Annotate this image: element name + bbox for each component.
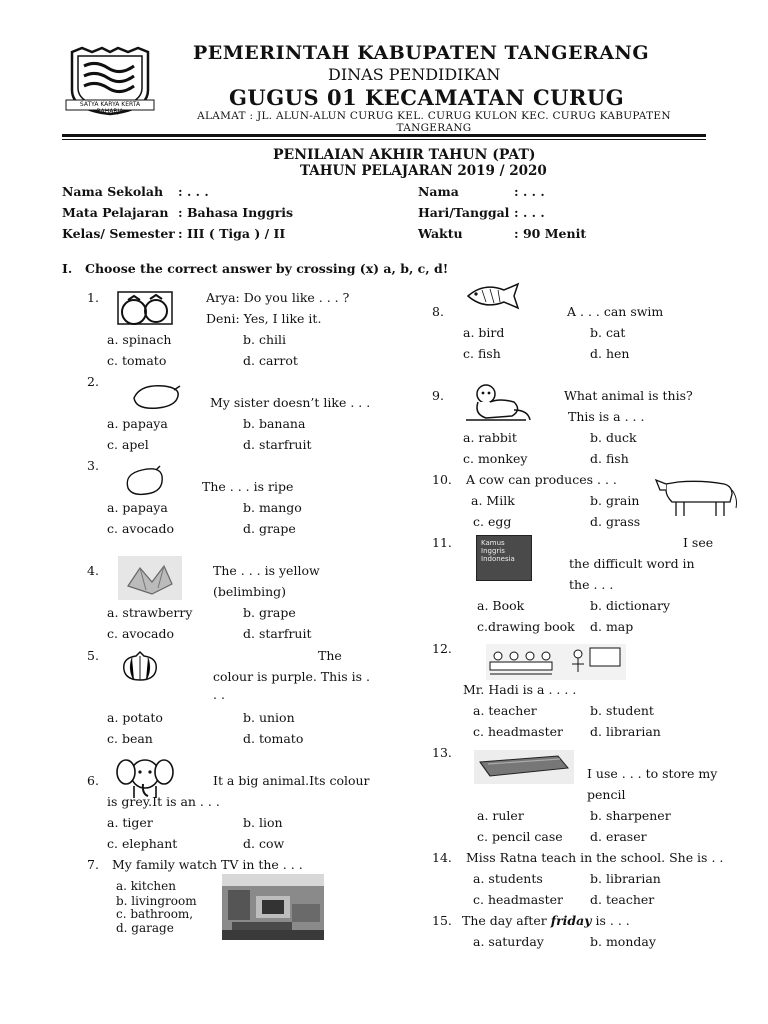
q6-line2: is grey.It is an . . . xyxy=(107,794,220,809)
q7-text: My family watch TV in the . . . xyxy=(112,857,303,872)
q14-number: 14. xyxy=(432,850,452,865)
header-line1: PEMERINTAH KABUPATEN TANGERANG xyxy=(193,42,650,64)
logo-motto: SATYA KARYA KERTA RAHARJA xyxy=(79,101,141,115)
header-address: ALAMAT : JL. ALUN-ALUN CURUG KEL. CURUG KULON KEC. CURUG KABUPATEN TANGERANG xyxy=(197,110,671,134)
q4-option-b[interactable]: b. grape xyxy=(243,605,296,620)
q8-text: A . . . can swim xyxy=(567,304,664,319)
papaya-image xyxy=(130,380,182,416)
q11-line3: the . . . xyxy=(569,577,614,592)
q12-option-c[interactable]: c. headmaster xyxy=(473,724,563,739)
livingroom-image xyxy=(222,874,324,944)
info-nama-label: Nama xyxy=(418,184,459,199)
q13-option-b[interactable]: b. sharpener xyxy=(590,808,671,823)
info-kelas-value: : III ( Tiga ) / II xyxy=(178,226,286,241)
q4-number: 4. xyxy=(87,563,99,578)
q12-option-d[interactable]: d. librarian xyxy=(590,724,661,739)
q1-option-d[interactable]: d. carrot xyxy=(243,353,298,368)
instruction-number: I. xyxy=(62,261,73,276)
info-waktu-value: : 90 Menit xyxy=(514,226,587,241)
q5-number: 5. xyxy=(87,648,99,663)
q2-option-c[interactable]: c. apel xyxy=(107,437,149,452)
q11-option-d[interactable]: d. map xyxy=(590,619,634,634)
info-hari-label: Hari/Tanggal xyxy=(418,205,510,220)
q14-text: Miss Ratna teach in the school. She is . . xyxy=(466,850,724,865)
q3-number: 3. xyxy=(87,458,99,473)
q3-option-d[interactable]: d. grape xyxy=(243,521,296,536)
q11-option-a[interactable]: a. Book xyxy=(477,598,525,613)
q13-option-d[interactable]: d. eraser xyxy=(590,829,647,844)
info-kelas-label: Kelas/ Semester xyxy=(62,226,175,241)
q10-option-a[interactable]: a. Milk xyxy=(471,493,515,508)
q14-option-c[interactable]: c. headmaster xyxy=(473,892,563,907)
q10-number: 10. xyxy=(432,472,452,487)
q13-option-c[interactable]: c. pencil case xyxy=(477,829,563,844)
pencil-case-image xyxy=(474,750,574,788)
q12-option-b[interactable]: b. student xyxy=(590,703,654,718)
q7-option-c[interactable]: c. bathroom, xyxy=(116,907,194,921)
q6-line1: It a big animal.Its colour xyxy=(213,773,370,788)
q2-option-d[interactable]: d. starfruit xyxy=(243,437,312,452)
exam-title: PENILAIAN AKHIR TAHUN (PAT) xyxy=(273,147,536,163)
q2-number: 2. xyxy=(87,374,99,389)
q12-text: Mr. Hadi is a . . . . xyxy=(463,682,577,697)
q10-option-d[interactable]: d. grass xyxy=(590,514,641,529)
q15-option-b[interactable]: b. monday xyxy=(590,934,656,949)
q9-option-d[interactable]: d. fish xyxy=(590,451,629,466)
classroom-image xyxy=(486,644,626,684)
info-nama-value: : . . . xyxy=(514,184,545,199)
q11-line2: the difficult word in xyxy=(569,556,695,571)
info-hari-value: : . . . xyxy=(514,205,545,220)
q14-option-a[interactable]: a. students xyxy=(473,871,543,886)
q9-line2: This is a . . . xyxy=(568,409,645,424)
q8-number: 8. xyxy=(432,304,444,319)
cow-image xyxy=(652,468,740,524)
info-sekolah-label: Nama Sekolah xyxy=(62,184,164,199)
info-mapel-value: : Bahasa Inggris xyxy=(178,205,294,220)
info-sekolah-value: : . . . xyxy=(178,184,209,199)
q2-text: My sister doesn’t like . . . xyxy=(210,395,371,410)
q7-option-a[interactable]: a. kitchen xyxy=(116,879,176,893)
q6-option-c[interactable]: c. elephant xyxy=(107,836,178,851)
instruction-text: Choose the correct answer by crossing (x) a, b, c, d! xyxy=(85,261,449,276)
q8-option-d[interactable]: d. hen xyxy=(590,346,630,361)
fish-image xyxy=(462,280,524,316)
q2-option-b[interactable]: b. banana xyxy=(243,416,306,431)
q15-number: 15. xyxy=(432,913,452,928)
q9-option-a[interactable]: a. rabbit xyxy=(463,430,517,445)
q7-option-b[interactable]: b. livingroom xyxy=(116,894,197,908)
tomato-image xyxy=(116,290,174,330)
info-waktu-label: Waktu xyxy=(418,226,463,241)
q11-option-b[interactable]: b. dictionary xyxy=(590,598,671,613)
q3-option-c[interactable]: c. avocado xyxy=(107,521,174,536)
q8-option-c[interactable]: c. fish xyxy=(463,346,501,361)
q8-option-a[interactable]: a. bird xyxy=(463,325,505,340)
q2-option-a[interactable]: a. papaya xyxy=(107,416,168,431)
q4-option-d[interactable]: d. starfruit xyxy=(243,626,312,641)
q5-line3: . . xyxy=(213,687,225,702)
q10-text: A cow can produces . . . xyxy=(466,472,617,487)
q14-option-d[interactable]: d. teacher xyxy=(590,892,655,907)
q4-option-a[interactable]: a. strawberry xyxy=(107,605,193,620)
dictionary-cover-text: Kamus Inggris Indonesia xyxy=(481,539,515,563)
q7-number: 7. xyxy=(87,857,99,872)
q7-option-d[interactable]: d. garage xyxy=(116,921,174,935)
q6-option-a[interactable]: a. tiger xyxy=(107,815,153,830)
starfruit-image xyxy=(118,556,182,604)
header-rule xyxy=(62,134,706,140)
school-logo xyxy=(62,44,158,118)
monkey-image xyxy=(460,380,534,428)
info-mapel-label: Mata Pelajaran xyxy=(62,205,169,220)
q11-line1: I see xyxy=(683,535,714,550)
q1-option-a[interactable]: a. spinach xyxy=(107,332,172,347)
q14-option-b[interactable]: b. librarian xyxy=(590,871,661,886)
q3-option-b[interactable]: b. mango xyxy=(243,500,302,515)
q13-option-a[interactable]: a. ruler xyxy=(477,808,524,823)
q1-option-b[interactable]: b. chili xyxy=(243,332,286,347)
q5-line1: The xyxy=(318,648,342,663)
q8-option-b[interactable]: b. cat xyxy=(590,325,626,340)
q13-number: 13. xyxy=(432,745,452,760)
q15-text-post: is . . . xyxy=(591,913,630,928)
q5-option-b[interactable]: b. union xyxy=(243,710,295,725)
q15-text xyxy=(462,915,630,928)
q3-text: The . . . is ripe xyxy=(202,479,294,494)
q3-option-a[interactable]: a. papaya xyxy=(107,500,168,515)
q11-option-c[interactable]: c.drawing book xyxy=(477,619,575,634)
header-line2: DINAS PENDIDIKAN xyxy=(328,65,501,84)
q4-line1: The . . . is yellow xyxy=(213,563,320,578)
q10-option-b[interactable]: b. grain xyxy=(590,493,640,508)
q9-line1: What animal is this? xyxy=(564,388,693,403)
q4-option-c[interactable]: c. avocado xyxy=(107,626,174,641)
q13-line1: I use . . . to store my xyxy=(587,766,718,781)
q13-line2: pencil xyxy=(587,787,626,802)
q6-option-b[interactable]: b. lion xyxy=(243,815,283,830)
header-line3: GUGUS 01 KECAMATAN CURUG xyxy=(229,85,625,110)
q1-line2: Deni: Yes, I like it. xyxy=(206,311,322,326)
q9-option-b[interactable]: b. duck xyxy=(590,430,637,445)
q1-line1: Arya: Do you like . . . ? xyxy=(206,290,350,305)
q6-option-d[interactable]: d. cow xyxy=(243,836,285,851)
q5-line2: colour is purple. This is . xyxy=(213,669,370,684)
q15-option-a[interactable]: a. saturday xyxy=(473,934,544,949)
q12-option-a[interactable]: a. teacher xyxy=(473,703,537,718)
q5-option-a[interactable]: a. potato xyxy=(107,710,163,725)
q11-number: 11. xyxy=(432,535,452,550)
onion-image xyxy=(116,650,164,686)
q6-number: 6. xyxy=(87,773,99,788)
q15-text-pre: The day after xyxy=(462,913,551,928)
q5-option-d[interactable]: d. tomato xyxy=(243,731,304,746)
q9-number: 9. xyxy=(432,388,444,403)
q1-number: 1. xyxy=(87,290,99,305)
q12-number: 12. xyxy=(432,641,452,656)
exam-year: TAHUN PELAJARAN 2019 / 2020 xyxy=(300,163,547,179)
dictionary-image xyxy=(476,535,532,581)
q4-line2: (belimbing) xyxy=(213,584,287,599)
papaya-image-2 xyxy=(122,464,166,502)
q5-option-c[interactable]: c. bean xyxy=(107,731,153,746)
q10-option-c[interactable]: c. egg xyxy=(473,514,512,529)
q9-option-c[interactable]: c. monkey xyxy=(463,451,528,466)
q15-text-em: friday xyxy=(550,913,592,928)
q1-option-c[interactable]: c. tomato xyxy=(107,353,167,368)
